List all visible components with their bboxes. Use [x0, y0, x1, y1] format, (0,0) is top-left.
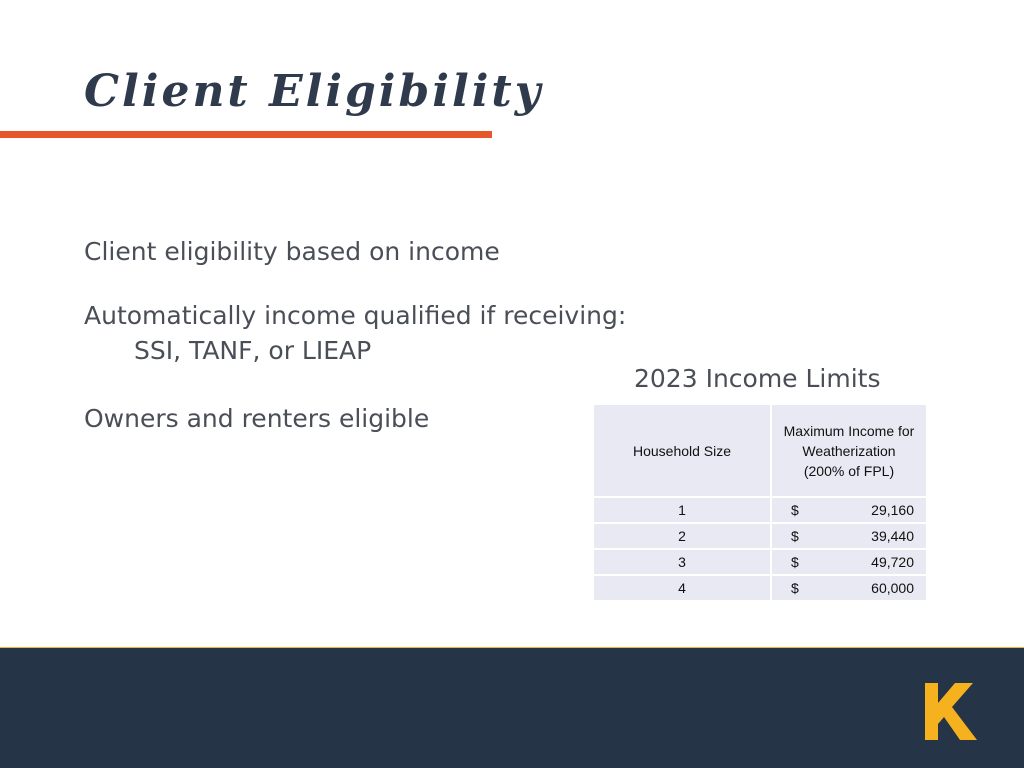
k-logo-icon: [925, 683, 977, 740]
income-amount: 49,720: [871, 554, 914, 570]
header-max-income-line2: Weatherization: [802, 442, 896, 459]
bullet-income-based: Client eligibility based on income: [84, 237, 500, 266]
income-amount: 29,160: [871, 502, 914, 518]
income-limits-table: [594, 405, 926, 602]
income-amount: 39,440: [871, 528, 914, 544]
header-max-income: [772, 405, 926, 496]
household-size-cell: 3: [594, 550, 770, 574]
currency-symbol: $: [791, 554, 799, 570]
slide-title: Client Eligibility: [84, 66, 544, 117]
income-amount: 60,000: [871, 580, 914, 596]
currency-symbol: $: [791, 502, 799, 518]
title-underline: [0, 131, 492, 138]
currency-symbol: $: [791, 580, 799, 596]
table-row: [594, 524, 926, 548]
bullet-owners-renters: Owners and renters eligible: [84, 404, 430, 433]
currency-symbol: $: [791, 528, 799, 544]
max-income-cell: [772, 550, 926, 574]
table-row: [594, 550, 926, 574]
table-row: [594, 498, 926, 522]
bullet-programs-list: SSI, TANF, or LIEAP: [134, 336, 372, 365]
bullet-auto-qualified: Automatically income qualified if receiving:: [84, 301, 627, 330]
household-size-cell: 4: [594, 576, 770, 600]
header-household-size: Household Size: [594, 405, 770, 496]
header-max-income-line1: Maximum Income for: [783, 422, 915, 439]
header-max-income-line3: (200% of FPL): [803, 462, 895, 479]
k-logo-shape: [925, 683, 977, 740]
table-header-row: [594, 405, 926, 496]
household-size-cell: 2: [594, 524, 770, 548]
max-income-cell: [772, 524, 926, 548]
max-income-cell: [772, 498, 926, 522]
table-row: [594, 576, 926, 600]
table-caption: 2023 Income Limits: [634, 364, 881, 393]
footer-bar: [0, 648, 1024, 768]
max-income-cell: [772, 576, 926, 600]
household-size-cell: 1: [594, 498, 770, 522]
